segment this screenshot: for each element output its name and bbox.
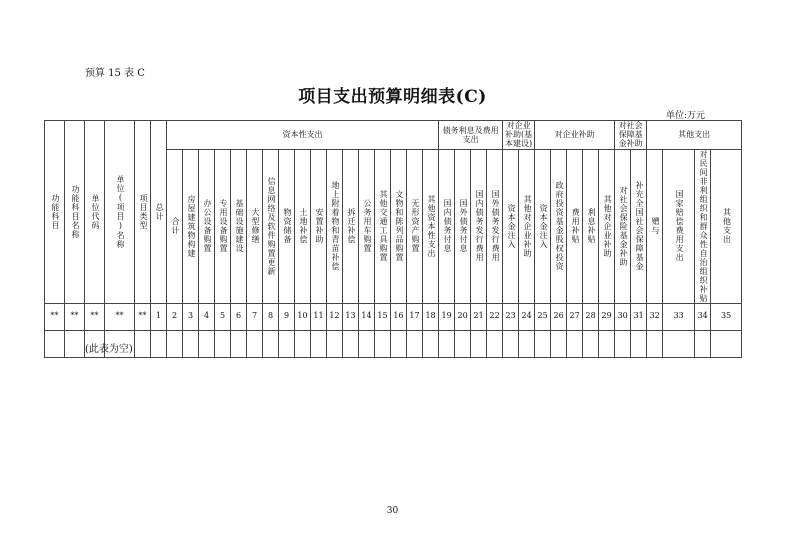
code-cell-text: 26	[553, 311, 564, 321]
code-cell-text: 5	[219, 311, 226, 321]
code-cell	[85, 303, 105, 330]
code-cell-text: 18	[425, 311, 436, 321]
column-header-text: 信息网络及软件购置更新	[266, 176, 276, 276]
empty-cell	[551, 330, 567, 357]
code-cell	[551, 303, 567, 330]
group-header-text: 对企业补助	[554, 130, 595, 140]
empty-cell	[631, 330, 647, 357]
empty-cell	[247, 330, 263, 357]
column-header	[183, 149, 199, 303]
empty-cell	[519, 330, 535, 357]
column-header-text: 其他支出	[722, 208, 732, 245]
empty-cell	[439, 330, 455, 357]
column-header	[631, 149, 647, 303]
column-header-text: 合计	[170, 217, 180, 236]
column-header	[455, 149, 471, 303]
column-header-text: 土地补偿	[298, 208, 308, 245]
left-header	[135, 121, 151, 304]
code-cell	[247, 303, 263, 330]
group-header	[535, 121, 615, 150]
column-header-text: 公务用车购置	[362, 199, 372, 254]
column-header	[327, 149, 343, 303]
column-header-text: 国外债务付息	[459, 199, 469, 254]
group-header	[439, 121, 503, 150]
column-header-text: 对社会保险基金补助	[619, 185, 629, 267]
column-header	[231, 149, 247, 303]
column-header-text: 办公设备购置	[202, 199, 212, 254]
code-cell-text: 7	[251, 311, 258, 321]
code-cell-text: 24	[521, 311, 532, 321]
code-cell-text: 16	[393, 311, 404, 321]
left-header	[45, 121, 65, 304]
column-header	[471, 149, 487, 303]
left-header	[151, 121, 167, 304]
code-cell-text: 21	[473, 311, 484, 321]
empty-cell	[391, 330, 407, 357]
code-cell	[583, 303, 599, 330]
code-cell	[263, 303, 279, 330]
code-cell	[503, 303, 519, 330]
code-cell	[535, 303, 551, 330]
page-title: 项目支出预算明细表(C)	[298, 87, 487, 107]
column-header	[359, 149, 375, 303]
empty-cell	[695, 330, 711, 357]
column-header	[647, 149, 663, 303]
column-header-text: 其他对企业补助	[603, 194, 613, 258]
code-cell	[231, 303, 247, 330]
column-header-text: 费用补贴	[571, 208, 581, 245]
code-cell-text: 11	[313, 311, 324, 321]
empty-cell	[503, 330, 519, 357]
group-header	[167, 121, 439, 150]
column-header-text: 地上附着物和青苗补偿	[330, 181, 340, 272]
empty-note: (此表为空)	[85, 344, 133, 355]
column-header	[583, 149, 599, 303]
empty-cell	[279, 330, 295, 357]
code-cell-text: 29	[601, 311, 612, 321]
code-cell	[711, 303, 742, 330]
column-header	[407, 149, 423, 303]
column-header-text: 国内债务发行费用	[475, 190, 485, 263]
left-header-text: 总计	[154, 202, 164, 221]
code-cell	[439, 303, 455, 330]
code-cell	[343, 303, 359, 330]
column-header-text: 对民间非利组织和群众性自治组织补贴	[699, 149, 709, 303]
empty-cell	[151, 330, 167, 357]
code-cell-text: 4	[203, 311, 210, 321]
column-header	[279, 149, 295, 303]
code-cell	[407, 303, 423, 330]
table-tag: 预算 15 表 C	[85, 68, 145, 79]
empty-cell	[359, 330, 375, 357]
column-header	[215, 149, 231, 303]
code-cell-text: 28	[585, 311, 596, 321]
code-cell	[45, 303, 65, 330]
code-cell	[647, 303, 663, 330]
code-cell	[279, 303, 295, 330]
group-header-text: 对社会保障基金补助	[618, 121, 643, 149]
code-cell	[519, 303, 535, 330]
code-cell	[375, 303, 391, 330]
code-cell-text: 14	[361, 311, 372, 321]
column-header	[311, 149, 327, 303]
code-cell	[391, 303, 407, 330]
code-cell	[663, 303, 695, 330]
empty-cell	[711, 330, 742, 357]
empty-cell	[599, 330, 615, 357]
column-header-text: 其他资本性支出	[427, 194, 437, 258]
column-header-text: 专用设备购置	[218, 199, 228, 254]
code-cell-text: **	[138, 311, 147, 321]
left-header-text: 功能科目	[50, 193, 60, 230]
column-header-text: 其他对企业补助	[523, 194, 533, 258]
left-header-text: 项目类型	[138, 193, 148, 230]
empty-cell	[183, 330, 199, 357]
empty-cell	[375, 330, 391, 357]
left-header-text: 单位(项目)名称	[115, 174, 125, 249]
code-cell	[567, 303, 583, 330]
code-cell-text: **	[70, 311, 79, 321]
code-cell-text: 32	[649, 311, 660, 321]
column-header-text: 利息补贴	[587, 208, 597, 245]
code-cell-text: 10	[297, 311, 308, 321]
empty-cell	[407, 330, 423, 357]
code-cell-text: 20	[457, 311, 468, 321]
code-cell	[311, 303, 327, 330]
code-cell	[487, 303, 503, 330]
column-header-text: 赠与	[651, 217, 661, 236]
empty-cell	[583, 330, 599, 357]
code-cell	[167, 303, 183, 330]
empty-cell	[471, 330, 487, 357]
code-cell	[631, 303, 647, 330]
column-header	[711, 149, 742, 303]
budget-table	[44, 120, 742, 358]
code-cell	[615, 303, 631, 330]
column-header	[199, 149, 215, 303]
empty-cell	[199, 330, 215, 357]
code-cell-text: 9	[283, 311, 290, 321]
column-header	[695, 149, 711, 303]
empty-cell	[263, 330, 279, 357]
code-cell-text: 33	[673, 311, 684, 321]
code-cell	[199, 303, 215, 330]
empty-cell	[343, 330, 359, 357]
code-cell	[423, 303, 439, 330]
code-cell-text: **	[115, 311, 124, 321]
column-header-text: 大型修缮	[250, 208, 260, 245]
column-header	[423, 149, 439, 303]
empty-cell	[647, 330, 663, 357]
code-cell	[151, 303, 167, 330]
empty-cell	[65, 330, 85, 357]
left-header-text: 单位代码	[90, 193, 100, 230]
empty-cell	[311, 330, 327, 357]
code-cell-text: 22	[489, 311, 500, 321]
column-header	[375, 149, 391, 303]
column-header-text: 房屋建筑物构建	[186, 194, 196, 258]
column-header	[535, 149, 551, 303]
group-header-text: 对企业补助(基本建设)	[505, 121, 533, 149]
page-number: 30	[386, 506, 399, 516]
column-header-text: 文物和陈列品购置	[394, 190, 404, 263]
code-cell-text: 19	[441, 311, 452, 321]
column-header-text: 物资储备	[282, 208, 292, 245]
code-cell-text: 25	[537, 311, 548, 321]
column-header-text: 国内债务付息	[443, 199, 453, 254]
empty-cell	[231, 330, 247, 357]
column-header	[295, 149, 311, 303]
code-cell-text: 27	[569, 311, 580, 321]
code-cell	[359, 303, 375, 330]
code-cell-text: 30	[617, 311, 628, 321]
code-cell-text: 12	[329, 311, 340, 321]
unit-label: 单位:万元	[665, 111, 705, 121]
code-cell	[455, 303, 471, 330]
code-cell-text: 6	[235, 311, 242, 321]
code-cell	[65, 303, 85, 330]
group-header-text: 其他支出	[678, 130, 711, 140]
code-cell-text: 23	[505, 311, 516, 321]
empty-cell	[487, 330, 503, 357]
code-cell	[599, 303, 615, 330]
code-cell	[105, 303, 135, 330]
column-header	[343, 149, 359, 303]
code-cell-text: 35	[720, 311, 732, 321]
code-cell-text: 34	[697, 311, 708, 321]
group-header	[503, 121, 535, 150]
code-cell-text: 31	[633, 311, 644, 321]
group-header-text: 债务利息及费用支出	[442, 125, 499, 144]
code-cell-text: 13	[345, 311, 356, 321]
empty-cell	[215, 330, 231, 357]
column-header	[503, 149, 519, 303]
column-header-text: 资本金注入	[507, 203, 517, 249]
column-header	[599, 149, 615, 303]
code-cell-text: 15	[377, 311, 388, 321]
left-header	[105, 121, 135, 304]
column-header	[263, 149, 279, 303]
column-header-text: 其他交通工具购置	[378, 190, 388, 263]
empty-cell	[615, 330, 631, 357]
column-header	[663, 149, 695, 303]
empty-cell	[455, 330, 471, 357]
column-header-text: 基础设施建设	[234, 199, 244, 254]
column-header	[247, 149, 263, 303]
code-cell	[471, 303, 487, 330]
left-header	[85, 121, 105, 304]
code-cell-text: **	[90, 311, 99, 321]
column-header-text: 国家赔偿费用支出	[675, 190, 685, 263]
group-header	[647, 121, 742, 150]
column-header	[391, 149, 407, 303]
empty-cell	[295, 330, 311, 357]
empty-cell	[423, 330, 439, 357]
left-header	[65, 121, 85, 304]
empty-cell	[567, 330, 583, 357]
code-cell	[695, 303, 711, 330]
code-cell	[135, 303, 151, 330]
code-cell	[183, 303, 199, 330]
empty-cell	[663, 330, 695, 357]
column-header-text: 无形资产购置	[410, 199, 420, 254]
code-cell	[295, 303, 311, 330]
empty-cell	[535, 330, 551, 357]
column-header	[487, 149, 503, 303]
column-header-text: 资本金注入	[539, 203, 549, 249]
code-cell	[215, 303, 231, 330]
group-header	[615, 121, 647, 150]
code-cell-text: 1	[155, 311, 162, 321]
left-header-text: 功能科目名称	[70, 184, 80, 239]
column-header-text: 政府投资基金股权投资	[555, 181, 565, 272]
column-header-text: 国外债务发行费用	[491, 190, 501, 263]
empty-cell	[167, 330, 183, 357]
code-cell	[327, 303, 343, 330]
code-cell-text: 2	[171, 311, 178, 321]
group-header-text: 资本性支出	[282, 130, 323, 140]
code-cell-text: 17	[409, 311, 420, 321]
column-header	[615, 149, 631, 303]
column-header-text: 安置补助	[314, 208, 324, 245]
column-header	[167, 149, 183, 303]
column-header	[567, 149, 583, 303]
empty-cell	[135, 330, 151, 357]
code-cell-text: **	[50, 311, 59, 321]
column-header-text: 补充全国社会保障基金	[635, 181, 645, 272]
column-header	[439, 149, 455, 303]
empty-cell	[327, 330, 343, 357]
column-header-text: 拆迁补偿	[346, 208, 356, 245]
code-cell-text: 8	[267, 311, 274, 321]
code-cell-text: 3	[187, 311, 194, 321]
column-header	[519, 149, 535, 303]
column-header	[551, 149, 567, 303]
empty-cell	[45, 330, 65, 357]
